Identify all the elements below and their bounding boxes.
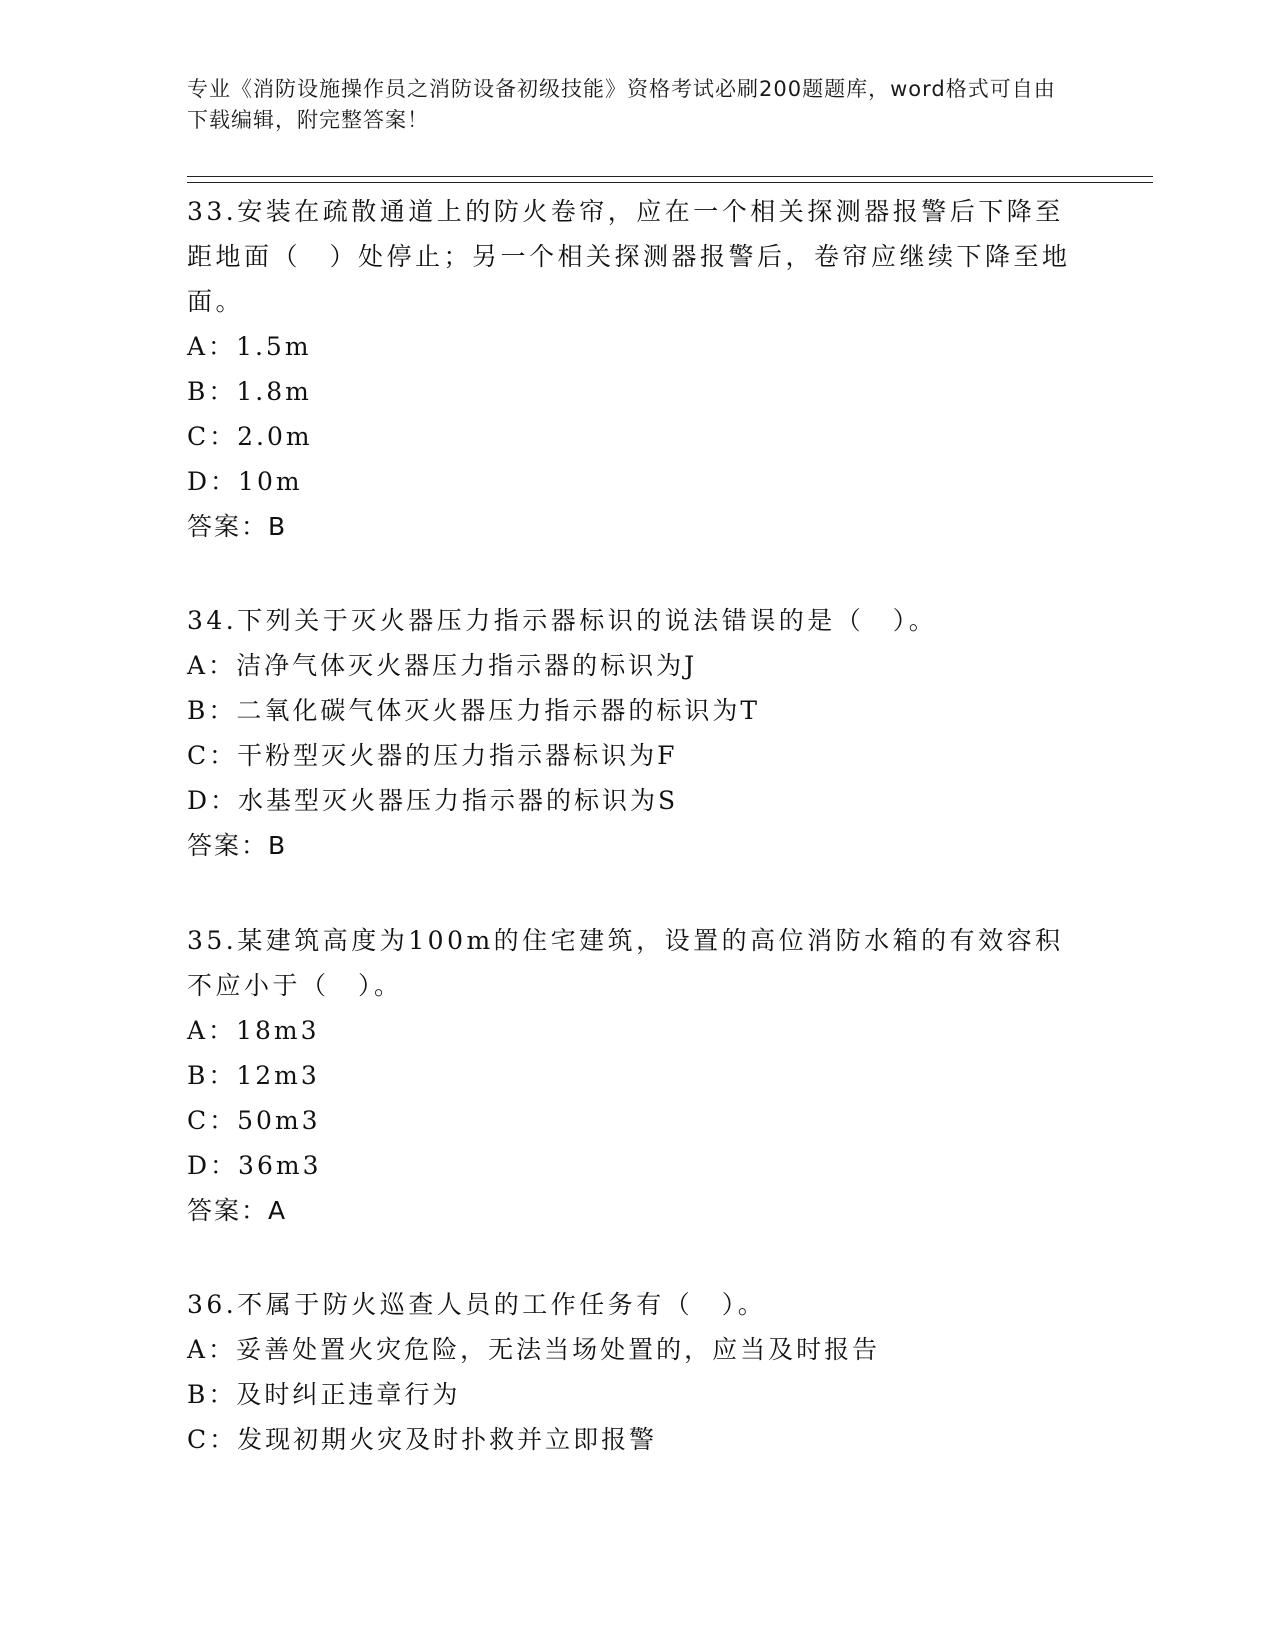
question-36 — [187, 1282, 1087, 1462]
option-text: 18m3 — [236, 1016, 320, 1045]
option-key: B： — [187, 1380, 237, 1409]
question-stem: 35.某建筑高度为100m的住宅建筑，设置的高位消防水箱的有效容积不应小于（ ）。 — [187, 926, 1064, 1000]
option-a — [187, 643, 1087, 688]
option-text: 发现初期火灾及时扑救并立即报警 — [237, 1425, 658, 1454]
question-stem: 33.安装在疏散通道上的防火卷帘，应在一个相关探测器报警后下降至距地面（ ）处停止；另一个相关探测器报警后，卷帘应继续下降至地面。 — [187, 197, 1071, 316]
option-key: B： — [187, 377, 237, 406]
option-b — [187, 369, 1087, 414]
option-c — [187, 1417, 1087, 1462]
option-b — [187, 1372, 1087, 1417]
option-text: 1.5m — [236, 332, 312, 361]
question-stem: 36.不属于防火巡查人员的工作任务有（ ）。 — [187, 1290, 767, 1319]
option-key: C： — [187, 1106, 238, 1135]
question-35 — [187, 918, 1087, 1233]
option-key: C： — [187, 422, 238, 451]
question-stem: 34.下列关于灭火器压力指示器标识的说法错误的是（ ）。 — [187, 606, 938, 635]
option-text: 及时纠正违章行为 — [236, 1380, 461, 1409]
option-key: B： — [187, 1061, 237, 1090]
option-key: A： — [187, 1335, 237, 1364]
option-b — [187, 688, 1087, 733]
option-key: D： — [187, 786, 239, 815]
answer-line: 答案：B — [187, 831, 288, 860]
option-text: 1.8m — [236, 377, 312, 406]
option-text: 36m3 — [238, 1151, 322, 1180]
option-key: A： — [187, 651, 237, 680]
option-text: 洁净气体灭火器压力指示器的标识为J — [236, 651, 698, 680]
option-d — [187, 778, 1087, 823]
option-key: D： — [187, 1151, 239, 1180]
question-34 — [187, 598, 1087, 868]
answer-line: 答案：A — [187, 1196, 288, 1225]
header-divider-bottom — [187, 182, 1153, 183]
option-text: 10m — [238, 467, 303, 496]
option-a — [187, 1327, 1087, 1372]
option-text: 12m3 — [236, 1061, 320, 1090]
option-text: 妥善处置火灾危险，无法当场处置的，应当及时报告 — [236, 1335, 881, 1364]
option-key: C： — [187, 1425, 238, 1454]
option-key: B： — [187, 696, 237, 725]
answer-line: 答案：B — [187, 512, 288, 541]
option-text: 干粉型灭火器的压力指示器标识为F — [237, 741, 678, 770]
option-c — [187, 733, 1087, 778]
option-key: C： — [187, 741, 238, 770]
option-d — [187, 1143, 1087, 1188]
option-b — [187, 1053, 1087, 1098]
option-a — [187, 1008, 1087, 1053]
option-a — [187, 324, 1087, 369]
option-key: D： — [187, 467, 239, 496]
header-divider-top — [187, 176, 1153, 177]
option-text: 二氧化碳气体灭火器压力指示器的标识为T — [236, 696, 761, 725]
question-33 — [187, 189, 1087, 549]
document-header: 专业《消防设施操作员之消防设备初级技能》资格考试必刷200题题库，word格式可自由下载编辑，附完整答案！ — [187, 77, 1056, 132]
option-text: 50m3 — [237, 1106, 321, 1135]
option-key: A： — [187, 1016, 237, 1045]
option-key: A： — [187, 332, 237, 361]
option-text: 2.0m — [237, 422, 313, 451]
option-c — [187, 414, 1087, 459]
option-d — [187, 459, 1087, 504]
option-c — [187, 1098, 1087, 1143]
option-text: 水基型灭火器压力指示器的标识为S — [238, 786, 679, 815]
